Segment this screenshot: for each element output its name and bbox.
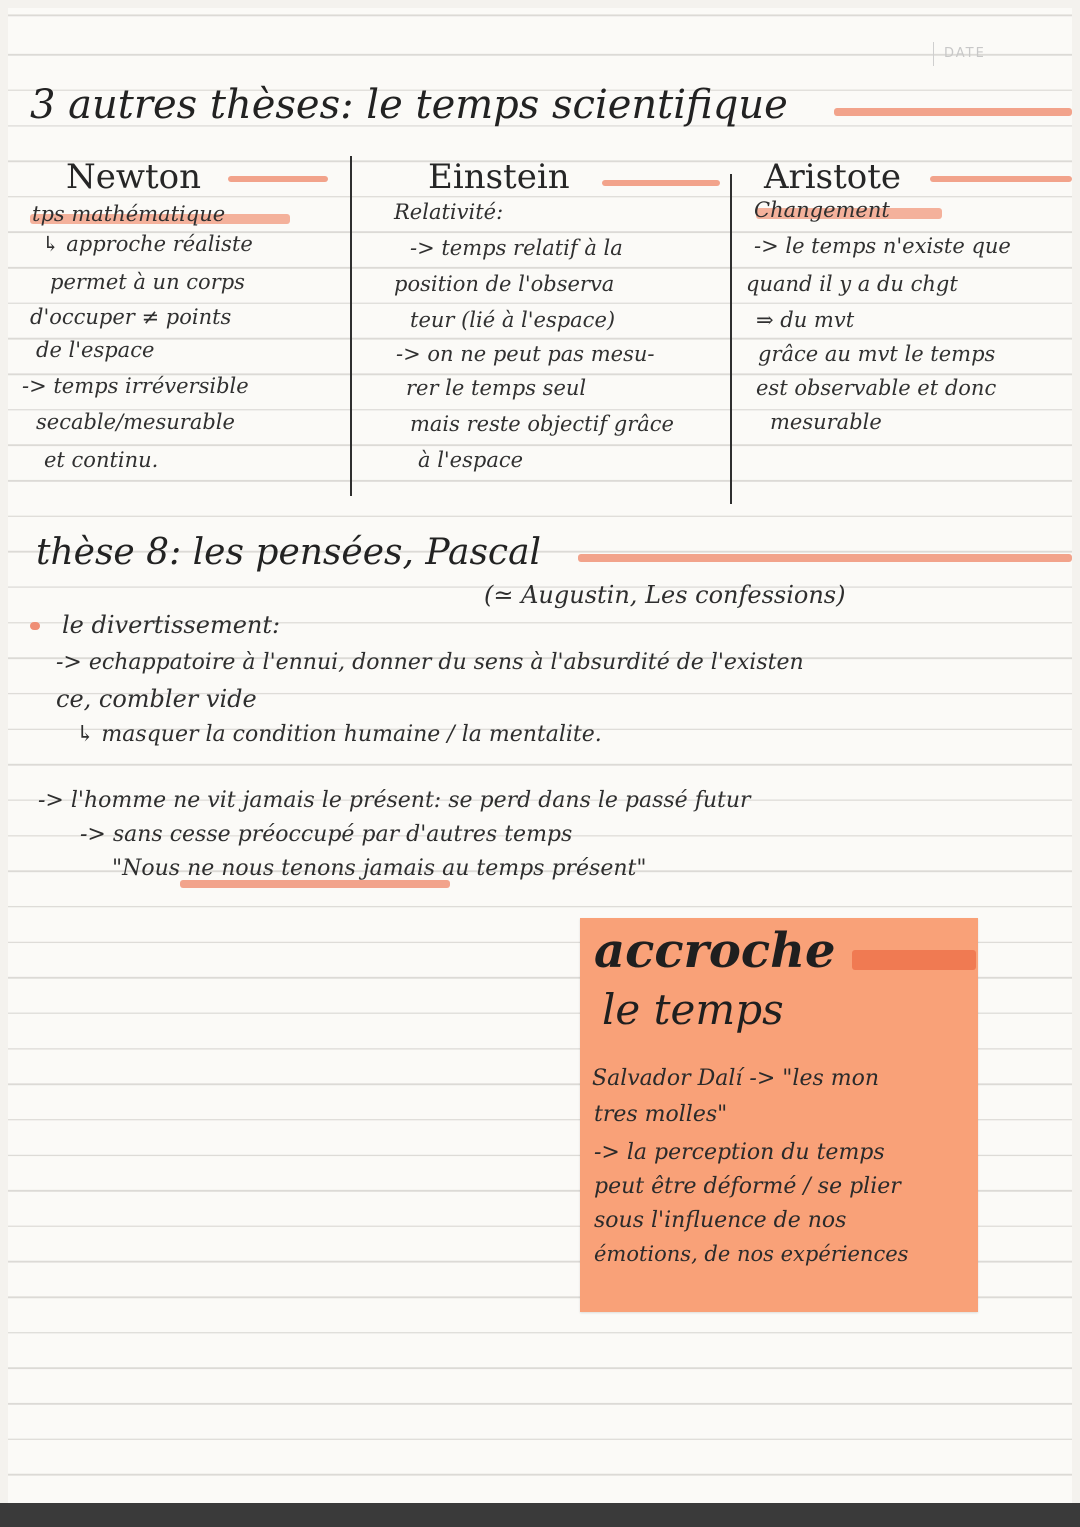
sticky-subtitle: le temps <box>602 985 784 1034</box>
note-line: -> temps relatif à la <box>410 236 623 260</box>
aristote-highlight <box>930 176 1072 182</box>
note-line: de l'espace <box>36 338 155 362</box>
note-line: ↳ approche réaliste <box>42 232 253 256</box>
bullet-icon <box>30 622 40 630</box>
note-line: à l'espace <box>418 448 524 472</box>
note-line: -> sans cesse préoccupé par d'autres temps <box>80 822 573 847</box>
note-line: -> le temps n'existe que <box>754 234 1011 258</box>
aristote-heading: Aristote <box>764 157 902 197</box>
note-line: ⇒ du mvt <box>756 308 855 332</box>
note-line: -> l'homme ne vit jamais le présent: se perd dans le passé futur <box>38 788 751 813</box>
note-line: quand il y a du chgt <box>746 272 958 296</box>
note-line: grâce au mvt le temps <box>758 342 996 366</box>
note-line: le divertissement: <box>62 611 281 639</box>
note-line: mesurable <box>770 410 882 434</box>
these-highlight <box>578 554 1072 562</box>
newton-heading: Newton <box>66 157 202 197</box>
note-line: teur (lié à l'espace) <box>410 308 616 332</box>
sticky-title: accroche <box>594 923 836 979</box>
sticky-line: -> la perception du temps <box>594 1140 885 1165</box>
note-line: position de l'observa <box>394 272 615 296</box>
newton-highlight <box>228 176 328 182</box>
column-divider <box>350 156 352 496</box>
column-divider <box>730 174 732 504</box>
page-bottom-edge <box>0 1503 1080 1527</box>
sticky-line: émotions, de nos expériences <box>594 1242 909 1266</box>
note-line: est observable et donc <box>756 376 997 400</box>
sticky-line: peut être déformé / se plier <box>594 1174 901 1199</box>
einstein-heading: Einstein <box>428 157 570 197</box>
note-line: -> on ne peut pas mesu- <box>396 342 655 366</box>
sticky-title-highlight <box>852 950 976 970</box>
note-line: ce, combler vide <box>56 685 257 713</box>
note-line: -> echappatoire à l'ennui, donner du sens à l'absurdité de l'existen <box>56 650 804 675</box>
note-line: -> temps irréversible <box>22 374 249 398</box>
date-field: DATE <box>933 42 1006 66</box>
einstein-highlight <box>602 180 720 186</box>
note-line: ↳ masquer la condition humaine / la mentalite. <box>76 722 602 747</box>
sticky-note <box>580 918 978 1312</box>
heading-autres-theses: 3 autres thèses: le temps scientifique <box>30 82 788 128</box>
note-line: permet à un corps <box>50 270 245 294</box>
sticky-line: tres molles" <box>594 1102 728 1127</box>
heading-these-8: thèse 8: les pensées, Pascal <box>36 532 542 573</box>
aristote-subheading: Changement <box>754 198 890 222</box>
sticky-line: Salvador Dalí -> "les mon <box>592 1066 880 1091</box>
quote-line: "Nous ne nous tenons jamais au temps présent" <box>112 856 647 881</box>
note-line: secable/mesurable <box>36 410 235 434</box>
note-line: rer le temps seul <box>406 376 587 400</box>
newton-subheading: tps mathématique <box>32 202 226 226</box>
einstein-subheading: Relativité: <box>394 200 504 224</box>
title-highlight <box>834 108 1072 116</box>
reference-note: (≃ Augustin, Les confessions) <box>484 581 846 609</box>
note-line: d'occuper ≠ points <box>30 305 232 329</box>
note-line: et continu. <box>44 448 159 472</box>
note-line: mais reste objectif grâce <box>410 412 674 436</box>
sticky-line: sous l'influence de nos <box>594 1208 847 1233</box>
